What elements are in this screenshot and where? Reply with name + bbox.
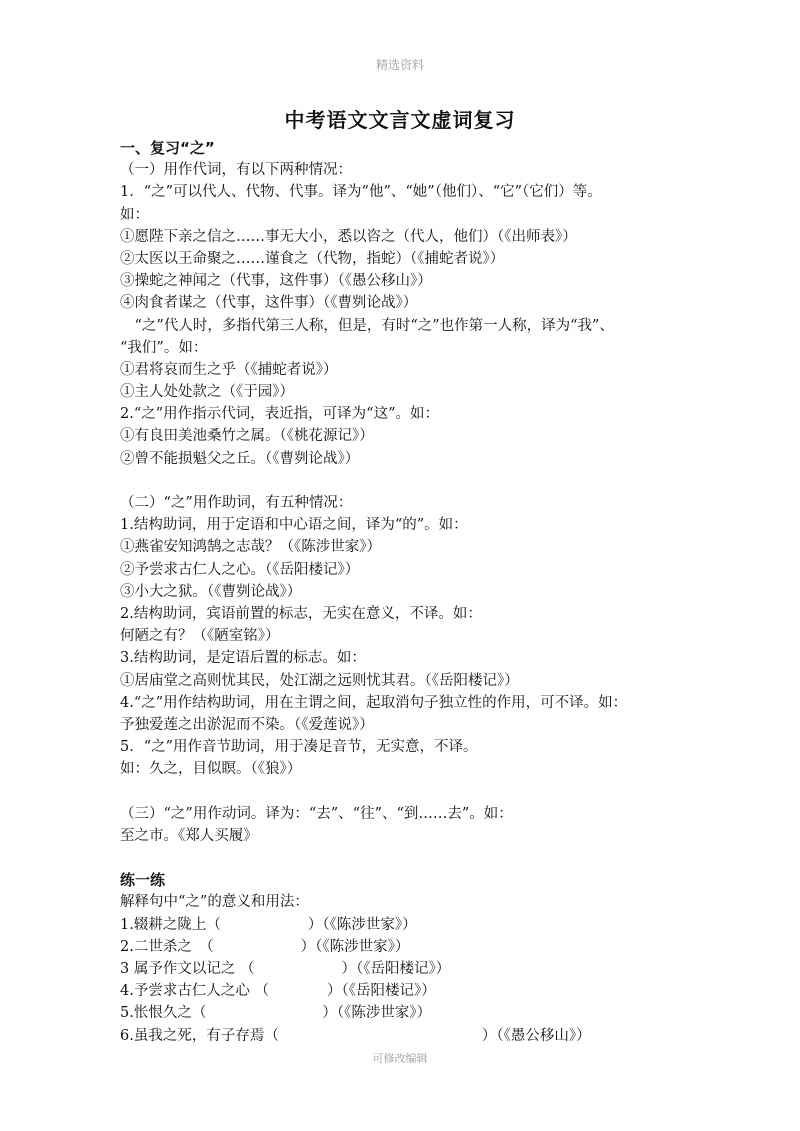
text-line: “我们”。如：: [120, 339, 208, 356]
subsection-heading: （三）“之”用作动词。译为：“去”、“往”、“到……去”。如：: [120, 805, 513, 822]
example-line: ④肉食者谋之（代事，这件事）（《曹刿论战》）: [120, 295, 418, 312]
exercise-item: 1.辍耕之陇上（ ）（《陈涉世家》）: [120, 916, 417, 933]
example-line: ②太医以王命聚之……谨食之（代物，指蛇）（《捕蛇者说》）: [120, 250, 505, 267]
exercise-item: 6.虽我之死，有子存焉（ ）（《愚公移山》）: [120, 1027, 591, 1044]
exercise-item: 4.予尝求古仁人之心 （ ）（《岳阳楼记》）: [120, 983, 436, 1000]
subsection-heading: （二）“之”用作助词，有五种情况：: [120, 495, 353, 511]
exercise-item: 2.二世杀之 （ ）（《陈涉世家》）: [120, 938, 410, 955]
example-line: ①燕雀安知鸿鹄之志哉？（《陈涉世家》）: [120, 539, 381, 556]
example-line: 如：久之，目似瞑。（《狼》）: [120, 761, 302, 778]
blank-line: [120, 847, 720, 869]
blank-line: [120, 470, 720, 492]
example-line: ①愿陛下亲之信之……事无大小，悉以咨之（代人，他们）（《出师表》）: [120, 228, 577, 245]
text-line: 1.结构助词，用于定语和中心语之间，译为“的”。如：: [120, 517, 468, 534]
text-line: 如：: [120, 206, 149, 223]
text-line: 5．“之”用作音节助词，用于凑足音节，无实意，不译。: [120, 739, 478, 756]
text-line: 2.“之”用作指示代词，表近指，可译为“这”。如：: [120, 406, 439, 423]
blank-line: [120, 780, 720, 802]
text-line: 3.结构助词，是定语后置的标志。如：: [120, 650, 366, 667]
text-line: “之”代人时，多指代第三人称，但是，有时“之”也作第一人称，译为“我”、: [120, 317, 614, 334]
document-title: 中考语文文言文虚词复习: [284, 108, 516, 132]
example-line: ①居庙堂之高则忧其民，处江湖之远则忧其君。（《岳阳楼记》）: [120, 672, 519, 689]
page-header: 精选资料: [375, 58, 424, 72]
text-line: 2.结构助词，宾语前置的标志，无实在意义，不译。如：: [120, 605, 482, 622]
exercise-item: 3 属予作文以记之 （ ）（《岳阳楼记》）: [120, 960, 451, 977]
example-line: ③操蛇之神闻之（代事，这件事）（《愚公移山》）: [120, 273, 432, 290]
example-line: 至之市。《郑人买履》: [120, 827, 258, 844]
example-line: ①君将哀而生之乎（《捕蛇者说》）: [120, 361, 338, 378]
subsection-heading: （一）用作代词，有以下两种情况：: [120, 162, 352, 179]
example-line: ③小大之狱。（《曹刿论战》）: [120, 583, 302, 600]
exercise-item: 5.怅恨久之（ ）（《陈涉世家》）: [120, 1005, 432, 1022]
example-line: 何陋之有？（《陋室铭》）: [120, 628, 280, 645]
example-line: ①主人处处款之（《于园》）: [120, 384, 294, 401]
example-line: 予独爱莲之出淤泥而不染。（《爱莲说》）: [120, 716, 374, 733]
example-line: ②曾不能损魁父之丘。（《曹刿论战》）: [120, 450, 360, 467]
section-heading: 一、复习“之”: [120, 139, 215, 157]
document-body: [120, 137, 720, 1047]
page-footer: 可修改编辑: [372, 1052, 428, 1065]
example-line: ②予尝求古仁人之心。（《岳阳楼记》）: [120, 561, 360, 578]
text-line: 1．“之”可以代人、代物、代事。译为“他”、“她”（他们）、“它”（它们）等。: [120, 184, 602, 201]
example-line: ①有良田美池桑竹之属。（《桃花源记》）: [120, 428, 374, 445]
practice-instruction: 解释句中“之”的意义和用法：: [120, 894, 309, 911]
practice-heading: 练一练: [120, 871, 166, 890]
text-line: 4.“之”用作结构助词，用在主谓之间，起取消句子独立性的作用，可不译。如：: [120, 694, 628, 711]
